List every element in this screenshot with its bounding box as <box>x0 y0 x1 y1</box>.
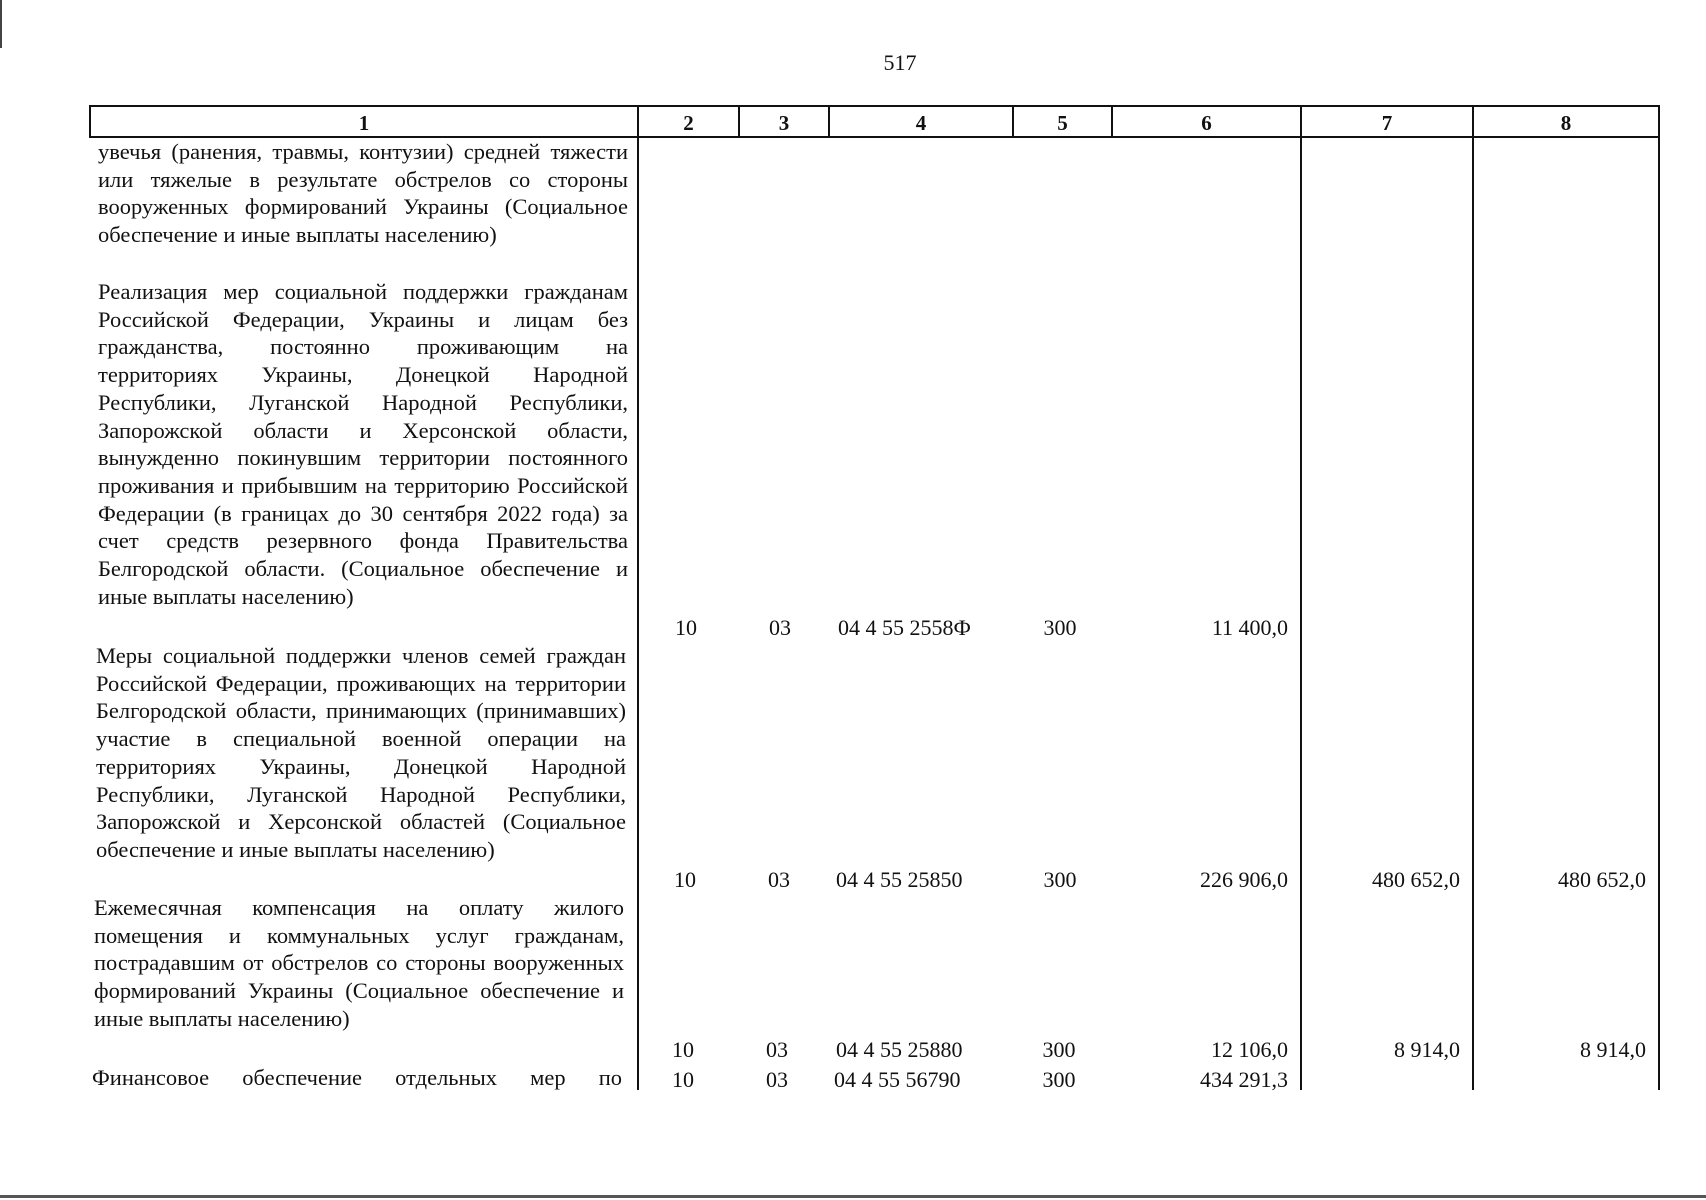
row-2-amount-col6: 11 400,0 <box>1211 615 1288 640</box>
col-divider-1-2 <box>637 105 639 1090</box>
header-col-1: 1 <box>358 111 370 135</box>
table-right-border <box>1658 105 1660 1090</box>
header-col-5: 5 <box>1057 111 1068 135</box>
row-4-amount-col6: 12 106,0 <box>1211 1037 1288 1062</box>
row-2-target-code: 04 4 55 2558Ф <box>838 615 971 640</box>
row-2-description: Реализация мер социальной поддержки гражданам Российской Федерации, Украины и лицам без гражданства, постоянно проживающим на территориях Украины, Донецкой Народной Республики, Луганской Народной Республики, Запорожской области и Херсонской области, вынужденно покинувшим территории постоянного проживания и прибывшим на территорию Российской Федерации (в границах до 30 сентября 2022 года) за счет средств резервного фонда Правительства Белгородской области. (Социальное обеспечение и иные выплаты населению) <box>98 279 628 609</box>
row-5-subsection: 03 <box>766 1067 788 1092</box>
header-col-8: 8 <box>1560 111 1572 135</box>
header-col-4: 4 <box>915 111 927 135</box>
header-col-3: 3 <box>778 111 790 135</box>
row-4-amount-col7: 8 914,0 <box>1394 1037 1460 1062</box>
row-4-target-code: 04 4 55 25880 <box>836 1037 963 1062</box>
row-3-target-code: 04 4 55 25850 <box>836 867 963 892</box>
row-5-description: Финансовое обеспечение отдельных мер по <box>92 1065 622 1090</box>
header-col-6: 6 <box>1201 111 1212 135</box>
row-3-amount-col7: 480 652,0 <box>1372 867 1460 892</box>
row-2-section: 10 <box>675 615 697 640</box>
row-3-section: 10 <box>674 867 696 892</box>
row-5-section: 10 <box>672 1067 694 1092</box>
row-2-expense-type: 300 <box>1043 615 1077 640</box>
scan-bottom-edge <box>0 1195 1706 1198</box>
col-divider-7-8 <box>1472 105 1474 1090</box>
page-number: 517 <box>883 50 917 75</box>
header-col-7: 7 <box>1381 111 1393 135</box>
row-5-expense-type: 300 <box>1042 1067 1076 1092</box>
row-3-subsection: 03 <box>768 867 790 892</box>
col-divider-6-7 <box>1300 105 1302 1090</box>
row-5-target-code: 04 4 55 56790 <box>834 1067 961 1092</box>
table-top-border <box>89 105 1660 107</box>
header-col-2: 2 <box>683 111 694 135</box>
row-2-subsection: 03 <box>769 615 791 640</box>
row-3-expense-type: 300 <box>1043 867 1077 892</box>
row-3-amount-col8: 480 652,0 <box>1558 867 1646 892</box>
row-5-amount-col6: 434 291,3 <box>1200 1067 1288 1092</box>
row-4-description: Ежемесячная компенсация на оплату жилого помещения и коммунальных услуг гражданам, пострадавшим от обстрелов со стороны вооруженных формирований Украины (Социальное обеспечение и иные выплаты населению) <box>94 895 624 1031</box>
row-4-amount-col8: 8 914,0 <box>1580 1037 1646 1062</box>
row-3-description: Меры социальной поддержки членов семей граждан Российской Федерации, проживающих на территории Белгородской области, принимающих (принимавших) участие в специальной военной операции на территориях Украины, Донецкой Народной Республики, Луганской Народной Республики, Запорожской и Херсонской областей (Социальное обеспечение и иные выплаты населению) <box>96 643 626 862</box>
row-1-description: увечья (ранения, травмы, контузии) средней тяжести или тяжелые в результате обстрелов со стороны вооруженных формирований Украины (Социальное обеспечение и иные выплаты населению) <box>98 139 628 248</box>
row-4-subsection: 03 <box>766 1037 788 1062</box>
row-4-section: 10 <box>672 1037 694 1062</box>
row-4-expense-type: 300 <box>1042 1037 1076 1062</box>
row-3-amount-col6: 226 906,0 <box>1200 867 1288 892</box>
